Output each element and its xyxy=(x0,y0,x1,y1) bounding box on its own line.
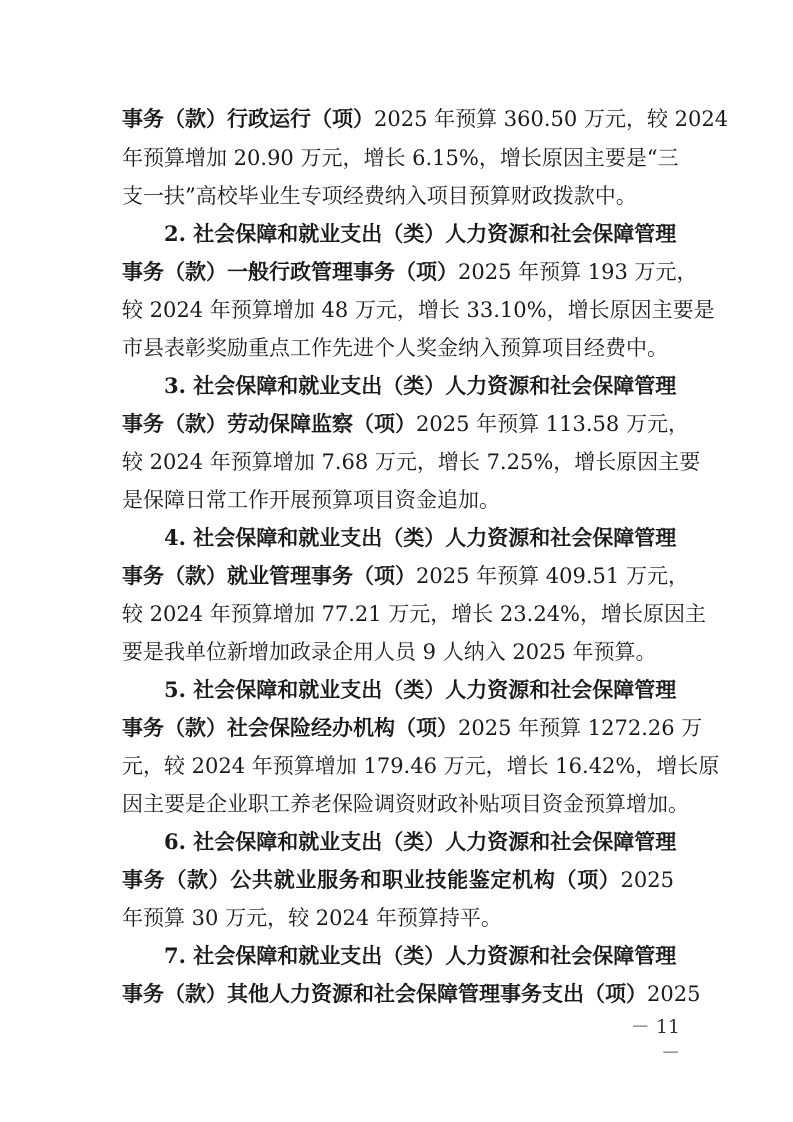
text-line: 较 2024 年预算增加 7.68 万元，增长 7.25%，增长原因主要 xyxy=(122,450,701,474)
item-heading-7: 7. 社会保障和就业支出（类）人力资源和社会保障管理 xyxy=(164,943,677,968)
text-line: 较 2024 年预算增加 48 万元，增长 33.10%，增长原因主要是 xyxy=(122,298,715,322)
item-heading-2: 2. 社会保障和就业支出（类）人力资源和社会保障管理 xyxy=(164,221,677,246)
text-line: 元，较 2024 年预算增加 179.46 万元，增长 16.42%，增长原 xyxy=(122,754,720,778)
item-heading-6: 6. 社会保障和就业支出（类）人力资源和社会保障管理 xyxy=(164,829,677,854)
text-line: 要是我单位新增加政录企用人员 9 人纳入 2025 年预算。 xyxy=(122,640,657,664)
text-line: 事务（款）社会保险经办机构（项）2025 年预算 1272.26 万 xyxy=(122,715,703,740)
text-line: 事务（款）就业管理事务（项）2025 年预算 409.51 万元， xyxy=(122,563,689,588)
item-heading-5: 5. 社会保障和就业支出（类）人力资源和社会保障管理 xyxy=(164,677,677,702)
text-line: 事务（款）劳动保障监察（项）2025 年预算 113.58 万元， xyxy=(122,411,689,436)
page-number: － 11 － xyxy=(630,1016,680,1064)
item-heading-4: 4. 社会保障和就业支出（类）人力资源和社会保障管理 xyxy=(164,525,677,550)
text-line: 年预算增加 20.90 万元，增长 6.15%，增长原因主要是“三 xyxy=(122,146,679,170)
text-line: 支一扶”高校毕业生专项经费纳入项目预算财政拨款中。 xyxy=(122,184,637,208)
text-line: 市县表彰奖励重点工作先进个人奖金纳入预算项目经费中。 xyxy=(122,336,668,360)
text-line: 事务（款）公共就业服务和职业技能鉴定机构（项）2025 xyxy=(122,867,674,892)
text-line: 事务（款）行政运行（项）2025 年预算 360.50 万元，较 2024 xyxy=(122,106,729,131)
item-heading-3: 3. 社会保障和就业支出（类）人力资源和社会保障管理 xyxy=(164,373,677,398)
text-line: 因主要是企业职工养老保险调资财政补贴项目资金预算增加。 xyxy=(122,792,689,816)
text-line: 较 2024 年预算增加 77.21 万元，增长 23.24%，增长原因主 xyxy=(122,602,707,626)
text-line: 年预算 30 万元，较 2024 年预算持平。 xyxy=(122,906,502,930)
text-line: 事务（款）其他人力资源和社会保障管理事务支出（项）2025 xyxy=(122,981,701,1006)
text-line: 是保障日常工作开展预算项目资金追加。 xyxy=(122,488,500,512)
text-line: 事务（款）一般行政管理事务（项）2025 年预算 193 万元， xyxy=(122,259,698,284)
